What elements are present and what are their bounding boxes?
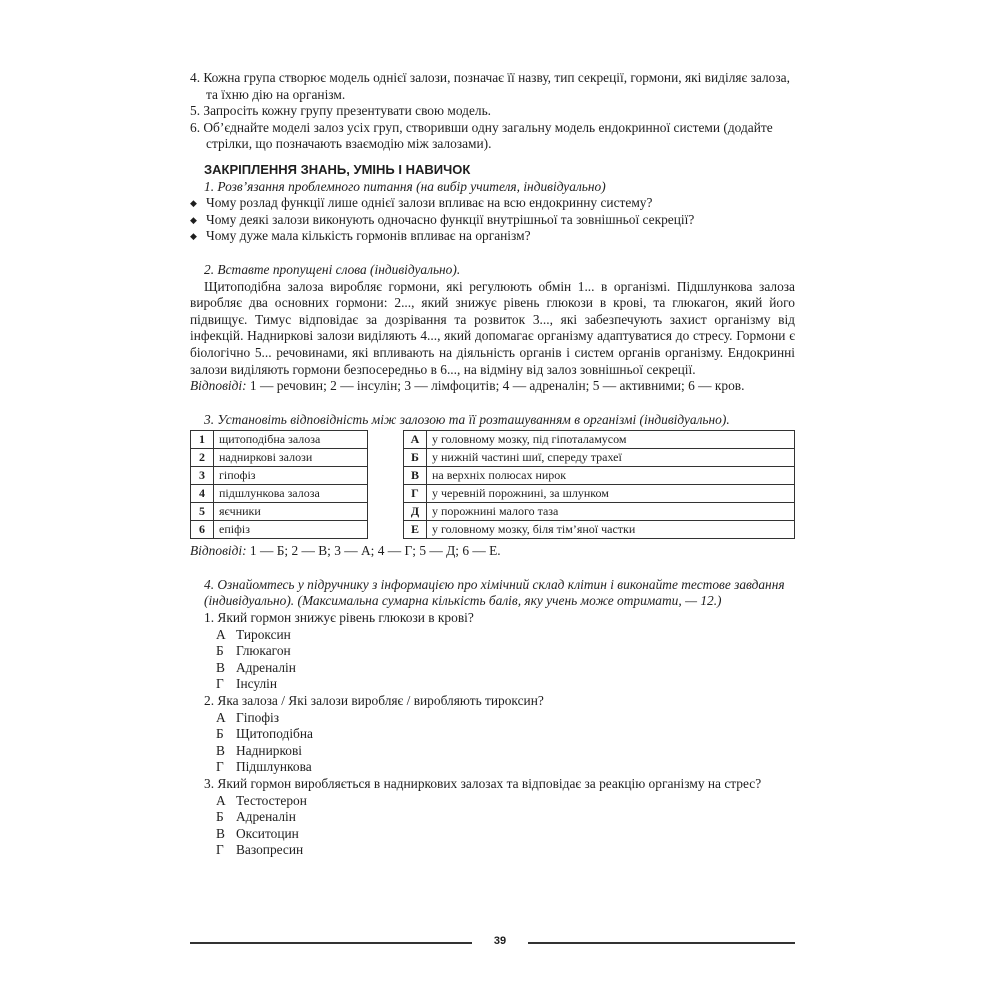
location-text: на верхніх полюсах нирок (427, 467, 795, 485)
option-letter: Г (216, 676, 224, 692)
bullet-item: ◆ Чому деякі залози виконують одночасно функції внутрішньої та зовнішньої секреції? (190, 212, 795, 229)
bullet-item: ◆ Чому розлад функції лише однієї залози впливає на всю ендокринну систему? (190, 195, 795, 212)
option-letter: В (216, 659, 225, 675)
option-letter: Г (216, 759, 224, 775)
question-block (190, 610, 795, 693)
option-item (216, 726, 795, 743)
gland-number: 1 (191, 431, 214, 449)
gland-number: 5 (191, 503, 214, 521)
gland-number: 4 (191, 485, 214, 503)
location-letter: Д (404, 503, 427, 521)
table-row (404, 485, 795, 503)
gland-name: яєчники (214, 503, 368, 521)
answer-text: 1 — Б; 2 — В; 3 — А; 4 — Г; 5 — Д; 6 — Е. (246, 543, 501, 559)
page-number: 39 (493, 935, 507, 947)
glands-table (190, 430, 368, 539)
option-text: Адреналін (236, 659, 296, 675)
table-row (191, 467, 368, 485)
option-letter: В (216, 742, 225, 758)
task3-title: 3. Установіть відповідність між залозою та її розташуванням в організмі (індивідуально). (204, 411, 730, 427)
option-item (216, 809, 795, 826)
question-block (190, 776, 795, 859)
steps-list (190, 70, 795, 153)
footer-rule-right (528, 942, 795, 944)
option-text: Підшлункова (236, 759, 312, 775)
task2-text: Щитоподібна залоза виробляє гормони, які регулюють обмін 1... в організмі. Підшлункова залоза виробляє два основних гормони: 2..., який знижує рівень глюкози в крові, та глюкагон, який його підвищує. Тимус відповідає за дозрівання та розвиток 3..., які забезпечують захист організму від інфекцій. Надниркові залози виділяють 4..., який допомагає організму адаптуватися до стресу. Гормони є біологічно 5... речовинами, які впливають на діяльність органів і систем органів організму. Ендокринні залози виділяють гормони безпосередньо в 6..., на відміну від залоз зовнішньої секреції. (190, 278, 795, 377)
question-block (190, 693, 795, 776)
step-item: 4. Кожна група створює модель однієї залози, позначає її назву, тип секреції, гормони, які виділяє залоза, та їхню дію на організм. (190, 70, 790, 102)
option-text: Тестостерон (236, 792, 307, 808)
footer-rule-left (190, 942, 472, 944)
gland-name: щитоподібна залоза (214, 431, 368, 449)
bullet-item: ◆ Чому дуже мала кількість гормонів впливає на організм? (190, 228, 795, 245)
table-row (404, 503, 795, 521)
gland-number: 3 (191, 467, 214, 485)
option-letter: Б (216, 809, 224, 825)
location-letter: Б (404, 449, 427, 467)
option-text: Вазопресин (236, 842, 304, 858)
option-text: Глюкагон (236, 643, 291, 659)
option-text: Адреналін (236, 809, 296, 825)
task4-title: 4. Ознайомтесь у підручнику з інформацією про хімічний склад клітин і виконайте тестове завдання (індивідуально). (Максимальна сумарна кількість балів, яку учень може отримати, — 12.) (204, 576, 785, 609)
table-row (191, 431, 368, 449)
option-letter: А (216, 626, 226, 642)
step-item: 6. Об’єднайте моделі залоз усіх груп, створивши одну загальну модель ендокринної системи (додайте стрілки, що позначають взаємодію між залозами). (190, 119, 773, 152)
option-letter: Б (216, 726, 224, 742)
question-text: 3. Який гормон виробляється в надниркових залозах та відповідає за реакцію організму на стрес? (204, 776, 762, 791)
answer-label: Відповіді: (190, 543, 247, 559)
task2-answer (190, 378, 795, 395)
question-text: 1. Який гормон знижує рівень глюкози в крові? (204, 610, 474, 626)
question-text: 2. Яка залоза / Які залози виробляє / виробляють тироксин? (204, 693, 544, 709)
option-letter: Б (216, 643, 224, 659)
option-item (216, 643, 795, 660)
table-row (404, 521, 795, 539)
option-text: Тироксин (236, 626, 291, 642)
locations-table (403, 430, 795, 539)
option-text: Надниркові (236, 742, 303, 758)
option-item (216, 759, 795, 776)
table-row (191, 503, 368, 521)
option-text: Щитоподібна (236, 726, 313, 742)
option-letter: Г (216, 842, 224, 858)
section-title: ЗАКРІПЛЕННЯ ЗНАНЬ, УМІНЬ І НАВИЧОК (204, 161, 471, 177)
table-row (404, 467, 795, 485)
option-text: Гіпофіз (236, 709, 280, 725)
option-text: Інсулін (236, 676, 278, 692)
option-item (216, 676, 795, 693)
location-letter: А (404, 431, 427, 449)
option-item (216, 743, 795, 760)
table-row (191, 485, 368, 503)
option-item (216, 842, 795, 859)
location-text: у головному мозку, під гіпоталамусом (427, 431, 795, 449)
gland-name: надниркові залози (214, 449, 368, 467)
answer-label: Відповіді: (190, 378, 247, 394)
location-letter: Е (404, 521, 427, 539)
location-letter: Г (404, 485, 427, 503)
location-letter: В (404, 467, 427, 485)
option-item (216, 660, 795, 677)
location-text: у головному мозку, біля тім’яної частки (427, 521, 795, 539)
gland-name: підшлункова залоза (214, 485, 368, 503)
table-row (191, 449, 368, 467)
option-text: Окситоцин (236, 825, 299, 841)
task2-title: 2. Вставте пропущені слова (індивідуально). (204, 261, 461, 277)
match-tables (190, 430, 795, 539)
option-item (216, 793, 795, 810)
step-item: 5. Запросіть кожну групу презентувати свою модель. (190, 103, 492, 119)
location-text: у нижній частині шиї, спереду трахеї (427, 449, 795, 467)
task3-answer (190, 543, 795, 560)
location-text: у черевній порожнині, за шлунком (427, 485, 795, 503)
task1-title: 1. Розв’язання проблемного питання (на вибір учителя, індивідуально) (204, 178, 606, 194)
answer-text: 1 — речовин; 2 — інсулін; 3 — лімфоцитів; 4 — адреналін; 5 — активними; 6 — кров. (246, 378, 745, 394)
table-row (404, 449, 795, 467)
gland-number: 6 (191, 521, 214, 539)
gland-name: епіфіз (214, 521, 368, 539)
option-item (216, 710, 795, 727)
page-content (190, 70, 795, 859)
gland-number: 2 (191, 449, 214, 467)
option-item (216, 627, 795, 644)
table-row (191, 521, 368, 539)
option-letter: В (216, 825, 225, 841)
option-letter: А (216, 709, 226, 725)
table-row (404, 431, 795, 449)
location-text: у порожнині малого таза (427, 503, 795, 521)
option-letter: А (216, 792, 226, 808)
gland-name: гіпофіз (214, 467, 368, 485)
option-item (216, 826, 795, 843)
task1-bullets (190, 195, 795, 245)
